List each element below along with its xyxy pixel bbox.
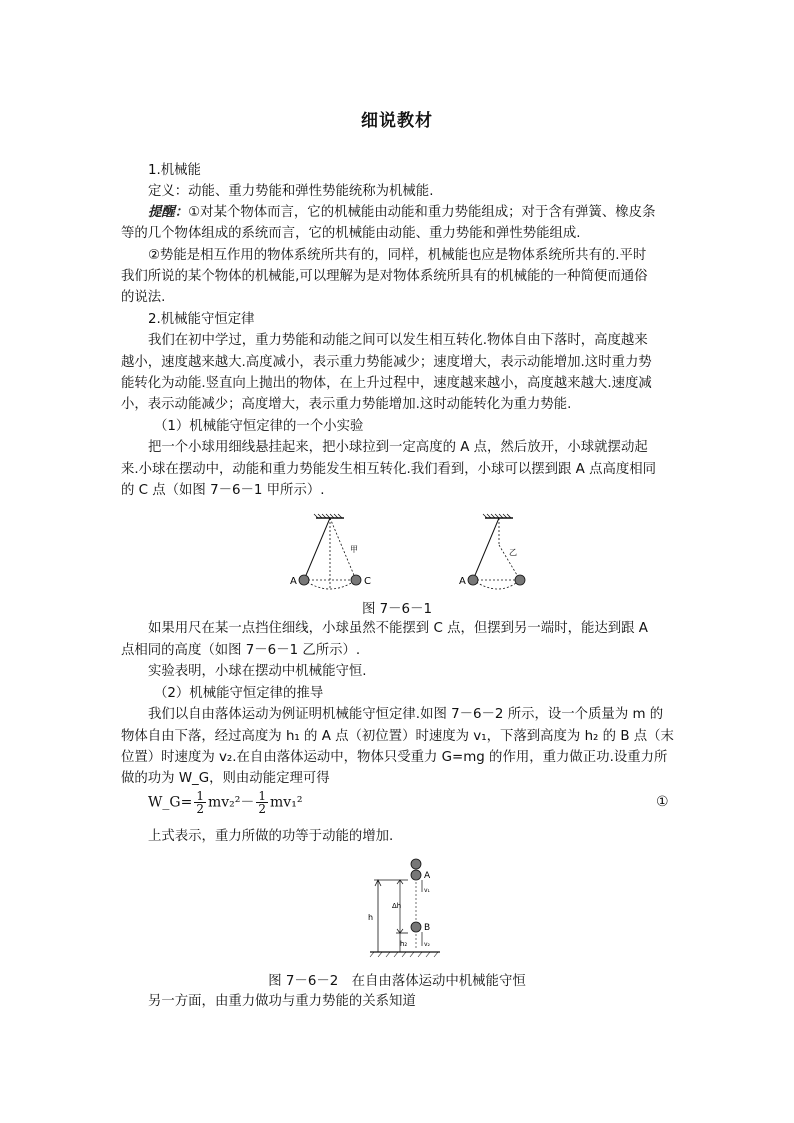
formula-1 bbox=[148, 790, 302, 815]
hint-label: 提醒： bbox=[148, 205, 189, 220]
section-heading: 2.机械能守恒定律 bbox=[148, 312, 255, 327]
label-a: A bbox=[424, 871, 431, 881]
page-title: 细说教材 bbox=[361, 111, 433, 131]
paragraph: 实验表明，小球在摆动中机械能守恒. bbox=[148, 664, 367, 679]
free-fall-figure bbox=[360, 850, 470, 960]
fraction: $\frac{1}{2}$ bbox=[258, 789, 267, 816]
paragraph: 小，表示动能减少；高度增大，表示重力势能增加.这时动能转化为重力势能. bbox=[121, 397, 572, 412]
paragraph: 做的功为 W_G，则由动能定理可得 bbox=[121, 771, 330, 786]
formula-term: mv₂²－ bbox=[207, 794, 255, 811]
label-b: B bbox=[424, 923, 431, 933]
subsection-heading: （2）机械能守恒定律的推导 bbox=[154, 686, 324, 701]
paragraph: 我们以自由落体运动为例证明机械能守恒定律.如图 7－6－2 所示，设一个质量为 m 的 bbox=[148, 707, 664, 722]
label-h: h bbox=[368, 913, 374, 922]
paragraph: 另一方面，由重力做功与重力势能的关系知道 bbox=[148, 994, 416, 1009]
paragraph: 能转化为动能.竖直向上抛出的物体，在上升过程中，速度越来越小，高度越来越大.速度减 bbox=[121, 376, 652, 391]
paragraph: 物体自由下落，经过高度为 h₁ 的 A 点（初位置）时速度为 v₁，下落到高度为 h₂ 的 B 点（末 bbox=[121, 729, 674, 744]
label-a: A bbox=[459, 576, 466, 587]
paragraph: 定义：动能、重力势能和弹性势能统称为机械能. bbox=[148, 184, 434, 199]
formula-lhs: W_G= bbox=[148, 794, 193, 811]
label-a: A bbox=[290, 576, 297, 587]
pendulum-right bbox=[459, 514, 525, 589]
paragraph: 来.小球在摆动中，动能和重力势能发生相互转化.我们看到，小球可以摆到跟 A 点高度相同 bbox=[121, 462, 657, 477]
paragraph: 把一个小球用细线悬挂起来，把小球拉到一定高度的 A 点，然后放开，小球就摆动起 bbox=[148, 440, 648, 455]
paragraph: 的 C 点（如图 7－6－1 甲所示）. bbox=[121, 483, 325, 498]
paragraph: 等的几个物体组成的系统而言，它的机械能由动能、重力势能和弹性势能组成. bbox=[121, 226, 581, 241]
paragraph: 我们所说的某个物体的机械能,可以理解为是对物体系统所具有的机械能的一种简便而通俗 bbox=[121, 269, 648, 284]
paragraph: 上式表示，重力所做的功等于动能的增加. bbox=[148, 829, 394, 844]
paragraph bbox=[148, 202, 674, 224]
figure-caption: 图 7－6－1 bbox=[362, 602, 432, 617]
formula-term: mv₁² bbox=[270, 794, 303, 811]
paragraph: 位置）时速度为 v₂.在自由落体运动中，物体只受重力 G=mg 的作用，重力做正功.设重力所 bbox=[121, 750, 668, 765]
label-dh: Δh bbox=[392, 902, 402, 910]
label-h2: h₂ bbox=[400, 940, 408, 948]
paragraph: 的说法. bbox=[121, 290, 166, 305]
section-heading: 1.机械能 bbox=[148, 163, 201, 178]
equation-number: ① bbox=[656, 794, 669, 810]
figure-caption: 图 7－6－2 在自由落体运动中机械能守恒 bbox=[268, 974, 526, 989]
label-v2: v₂ bbox=[424, 941, 430, 948]
paragraph: 点相同的高度（如图 7－6－1 乙所示）. bbox=[121, 643, 361, 658]
fraction: $\frac{1}{2}$ bbox=[196, 789, 204, 816]
subsection-heading: （1）机械能守恒定律的一个小实验 bbox=[154, 419, 364, 434]
label-c: C bbox=[364, 576, 371, 587]
label-v1: v₁ bbox=[424, 887, 430, 894]
paragraph: 越小，速度越来越大.高度减小，表示重力势能减少；速度增大，表示动能增加.这时重力势 bbox=[121, 355, 652, 370]
paragraph-text: ①对某个物体而言，它的机械能由动能和重力势能组成；对于含有弹簧、橡皮条 bbox=[188, 205, 656, 220]
paragraph: 我们在初中学过，重力势能和动能之间可以发生相互转化.物体自由下落时，高度越来 bbox=[148, 333, 648, 348]
pendulum-figure bbox=[280, 510, 540, 600]
figure-tag: 甲 bbox=[350, 545, 358, 554]
paragraph: 如果用尺在某一点挡住细线，小球虽然不能摆到 C 点，但摆到另一端时，能达到跟 A bbox=[148, 621, 648, 636]
pendulum-left bbox=[290, 514, 371, 589]
paragraph: ②势能是相互作用的物体系统所共有的，同样，机械能也应是物体系统所共有的.平时 bbox=[148, 248, 647, 263]
figure-tag: 乙 bbox=[509, 548, 517, 557]
